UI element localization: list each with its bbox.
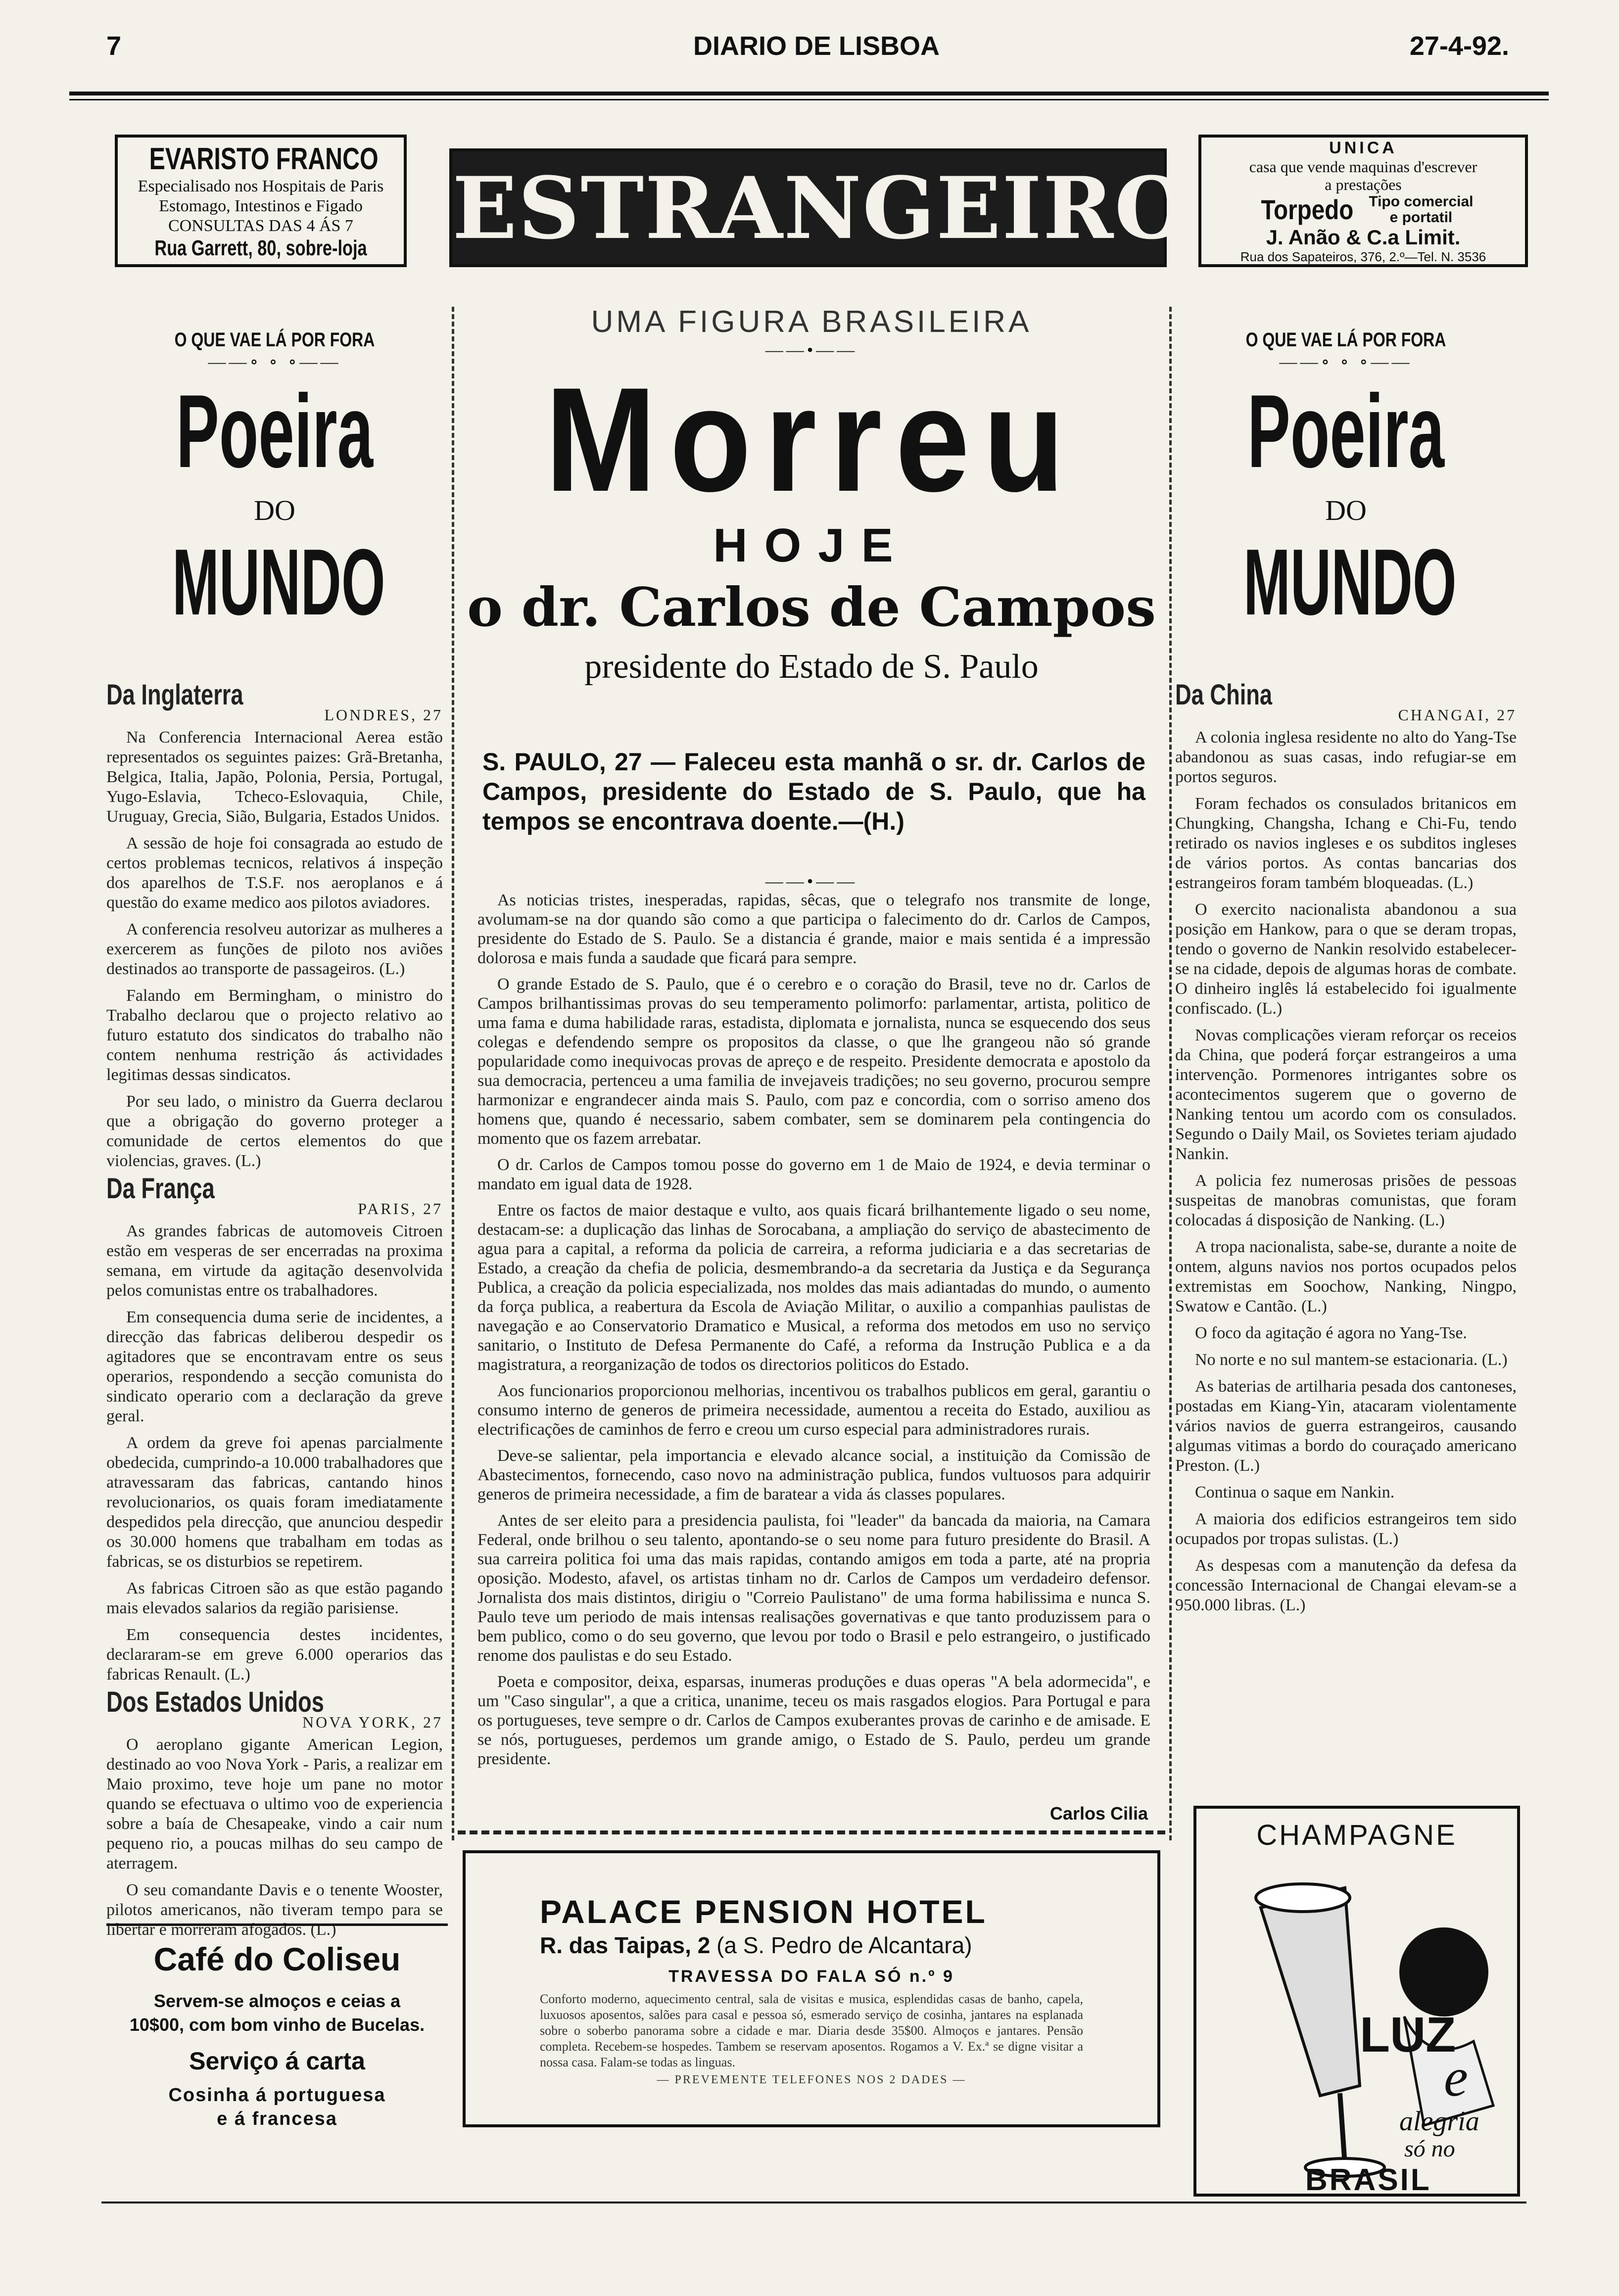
left-sec-france-p2: Em consequencia duma serie de incidentes, a direcção das fabricas deliberou despedir os agitadores que se encontravam entre os seus operarios, respondendo a secção comunista do sindicato operario com a declaração da greve geral. xyxy=(106,1308,443,1425)
ad-unica-company: J. Anão & C.a Limit. xyxy=(1266,226,1461,249)
center-title-sub: presidente do Estado de S. Paulo xyxy=(584,648,1039,686)
center-title-name: o dr. Carlos de Campos xyxy=(467,576,1156,639)
center-title-morreu: Morreu xyxy=(545,356,1078,522)
left-articles xyxy=(106,679,443,1947)
ad-champagne-word2: LUZ xyxy=(1360,2007,1456,2062)
center-ornament: ——•—— xyxy=(765,340,858,360)
ad-evaristo-line2: Estomago, Intestinos e Figado xyxy=(159,197,363,215)
center-p3: O dr. Carlos de Campos tomou posse do governo em 1 de Maio de 1924, e devia terminar o mandato em igual data de 1928. xyxy=(477,1156,1150,1193)
ad-cafe-line4: Cosinha á portuguesa xyxy=(168,2085,386,2106)
right-p9: As baterias de artilharia pesada dos cantoneses, postadas em Kiang-Yin, atacaram violentamente vários navios de guerra estrangeiros, causando algumas vitimas a bordo do couraçado americano Preston. (L.) xyxy=(1175,1377,1517,1475)
left-sec-usa-p2: O seu comandante Davis e o tenente Wooster, pilotos americanos, não tiveram tempo para se libertar e morreram afogados. (L.) xyxy=(106,1881,443,1939)
ad-palace-address: R. das Taipas, 2 xyxy=(540,1932,711,1958)
center-kicker: UMA FIGURA BRASILEIRA xyxy=(591,305,1032,339)
right-p8: No norte e no sul mantem-se estacionaria. (L.) xyxy=(1195,1351,1508,1369)
left-sec-england-p1: Na Conferencia Internacional Aerea estão representados os seguintes paizes: Grã-Bretanha, Belgica, Italia, Japão, Polonia, Persia, Portugal, Yugo-Eslavia, Tcheco-Eslovaquia, Chile, Uruguay, Grecia, Sião, Bulgaria, Estados Unidos. xyxy=(106,728,443,826)
right-sec-china-dateline: CHANGAI, 27 xyxy=(1398,706,1517,724)
ad-unica-note1: Tipo comercial xyxy=(1369,193,1474,210)
center-p7: Antes de ser eleito para a presidencia paulista, foi "leader" da bancada da maioria, na Camara Federal, onde brilhou o seu talento, apontando-se o seu nome para futuro presidente do Brasil. A sua carreira politica foi uma das mais rapidas, contando amigos em toda a parte, até na propria oposição. Modesto, afavel, os artistas tinham no dr. Carlos de Campos um verdadeiro defensor. Jornalista dos mais distintos, dirigiu o "Correio Paulistano" de uma forma habilissima e nunca S. Paulo teve um periodo de mais intensas realisações governativas e que tanto produzissem para o bem publico, como o do seu governo, que levou por todo o Brasil e pelo estrangeiro, o justificado renome dos paulistas e do seu Estado. xyxy=(477,1511,1150,1665)
ad-evaristo-franco xyxy=(115,135,407,267)
right-ornament: ——∘ ∘ ∘—— xyxy=(1279,352,1413,372)
left-sec-england-p3: A conferencia resolveu autorizar as mulheres a exercerem as funções de piloto nos aviões destinados ao transporte de passageiros. (L.) xyxy=(106,920,443,978)
section-banner xyxy=(449,148,1190,267)
ad-unica-brand: Torpedo xyxy=(1261,194,1354,225)
left-sec-france-p4: As fabricas Citroen são as que estão pagando mais elevados salarios da região parisiense. xyxy=(106,1579,443,1617)
right-p7: O foco da agitação é agora no Yang-Tse. xyxy=(1195,1324,1467,1342)
ad-unica-note2: e portatil xyxy=(1389,209,1453,226)
center-bottom-divider xyxy=(458,1830,1165,1834)
left-title-poeira: Poeira xyxy=(176,373,374,489)
center-article-body xyxy=(477,890,1150,1776)
column-divider-left xyxy=(452,307,454,1840)
ad-unica-line2: a prestações xyxy=(1325,176,1402,193)
left-sec-usa-head: Dos Estados Unidos xyxy=(106,1686,324,1718)
right-p3: O exercito nacionalista abandonou a sua posição em Hankow, para o que se deram tropas, tendo o governo de Nankin resolvido estabelecer-se na cidade, depois de algumas horas de combate. O dinheiro inglês lá estabelecido foi igualmente confiscado. (L.) xyxy=(1175,900,1517,1018)
center-p1: As noticias tristes, inesperadas, rapidas, sêcas, que o telegrafo nos transmite de longe, avolumam-se na dor quando são como a que participa o falecimento do dr. Carlos de Campos, presidente do Estado de S. Paulo. Se a distancia é grande, maior e mais sentida é a impressão dolorosa e mais funda a saudade que ficará para sempre. xyxy=(477,891,1150,967)
center-title-hoje: HOJE xyxy=(713,519,910,572)
right-p12: As despesas com a manutenção da defesa da concessão Internacional de Changai elevam-se a 950.000 libras. (L.) xyxy=(1175,1556,1517,1614)
ad-cafe-line5: e á francesa xyxy=(217,2109,337,2129)
ad-palace-body: Conforto moderno, aquecimento central, sala de visitas e musica, esplendidas casas de banho, capela, luxuosos aposentos, salões para casal e pessoa só, esmerado serviço de cosinha, jantares na esplanada sobre o soberbo panorama sobre a cidade e mar. Diaria desde 35$00. Almoços e jantares. Pensão completa. Recebem-se hospedes. Tambem se reservam aposentos. Rogamos a V. Ex.ª se digne visitar a nossa casa. Falam-se todas as linguas. xyxy=(540,1992,1083,2069)
right-p6: A tropa nacionalista, sabe-se, durante a noite de ontem, alguns navios nos portos ocupados pelos extremistas em Soochow, Nanking, Ningpo, Swatow e Cantão. (L.) xyxy=(1175,1238,1517,1315)
ad-palace-travessa: TRAVESSA DO FALA SÓ n.º 9 xyxy=(668,1967,954,1986)
ad-champagne-word1: CHAMPAGNE xyxy=(1256,1819,1457,1851)
center-p6: Deve-se salientar, pela importancia e elevado alcance social, a instituição da Comissão de Abastecimentos, fornecendo, caso novo na administração publica, fundos vultuosos para adquirir generos de primeira necessidade, a fim de baratear a vida ás classes populares. xyxy=(477,1447,1150,1503)
newspaper-name: DIARIO DE LISBOA xyxy=(693,31,940,61)
ad-evaristo-name: EVARISTO FRANCO xyxy=(149,142,379,176)
left-kicker: O QUE VAE LÁ POR FORA xyxy=(174,329,375,351)
left-sec-france-dateline: PARIS, 27 xyxy=(358,1200,443,1218)
ad-evaristo-line1: Especialisado nos Hospitais de Paris xyxy=(138,177,384,195)
left-sec-usa-dateline: NOVA YORK, 27 xyxy=(302,1713,443,1731)
ad-unica-title: UNICA xyxy=(1329,139,1397,157)
left-sec-england-p2: A sessão de hoje foi consagrada ao estudo de certos problemas tecnicos, relativos á inspeção dos aparelhos de T.S.F. nos aeroplanos e á questão do exame medico aos pilotos aviadores. xyxy=(106,834,443,912)
ad-palace-address-rest: (a S. Pedro de Alcantara) xyxy=(716,1932,972,1958)
left-sec-france-p3: A ordem da greve foi apenas parcialmente obedecida, cumprindo-a 10.000 trabalhadores que atravessaram das fabricas, cantando hinos revolucionarios, os quais foram imediatamente despedidos pela direcção, que anunciou despedir os 30.000 homens que trabalham em todas as fabricas, se os disturbios se repetirem. xyxy=(106,1434,443,1571)
right-column-head xyxy=(1175,329,1517,634)
left-sec-england-head: Da Inglaterra xyxy=(106,679,243,711)
right-sec-china-head: Da China xyxy=(1175,679,1273,711)
center-p8: Poeta e compositor, deixa, esparsas, inumeras produções e duas operas "A bela adormecida", e um "Caso singular", a que a critica, unanime, teceu os mais rasgados elogios. Para Portugal e para os portugueses, teve sempre o dr. Carlos de Campos exuberantes provas de carinho e de amisade. E se nós, portugueses, perdemos um grande amigo, o Estado de S. Paulo, perdeu um grande presidente. xyxy=(477,1673,1150,1768)
section-banner-title: ESTRANGEIRO xyxy=(452,158,1190,258)
ad-cafe-coliseu xyxy=(106,1923,448,2181)
ad-unica-line1: casa que vende maquinas d'escrever xyxy=(1249,158,1477,176)
center-p2: O grande Estado de S. Paulo, que é o cerebro e o coração do Brasil, teve no dr. Carlos de Campos brilhantissimas provas do seu temperamento polimorfo: parlamentar, artista, politico de uma fama e duma habilidade raras, estadista, diplomata e jornalista, nunca se esquecendo dos seus colegas e defendendo sempre os propositos da classe, o que lhe grangeou não só grande popularidade como inequivocas provas de apreço e de respeito. Presidente democrata e apostolo da sua democracia, pertenceu a uma familia de invejaveis tradições; no seu governo, procurou sempre harmonizar e engrandecer ainda mais S. Paulo, com paz e concordia, com o sorriso ameno dos homens que, quando é necessario, sabem combater, sem se dominarem pela contingencia do momento que os fazem arrebatar. xyxy=(477,975,1150,1148)
left-title-mundo: MUNDO xyxy=(172,530,385,635)
center-head xyxy=(458,304,1165,692)
right-p10: Continua o saque em Nankin. xyxy=(1195,1483,1395,1501)
ad-cafe-line2: 10$00, com bom vinho de Bucelas. xyxy=(129,2015,425,2035)
right-title-mundo: MUNDO xyxy=(1243,530,1457,635)
right-title-poeira: Poeira xyxy=(1247,373,1445,489)
ad-unica xyxy=(1198,135,1528,267)
ad-cafe-line1: Servem-se almoços e ceias a xyxy=(153,1991,401,2011)
left-ornament: ——∘ ∘ ∘—— xyxy=(208,352,341,372)
ad-champagne-word5: só no xyxy=(1404,2136,1455,2162)
center-lede: S. PAULO, 27 — Faleceu esta manhã o sr. dr. Carlos de Campos, presidente do Estado de S. Paulo, que ha tempos se encontrava doente.—(H.) xyxy=(482,748,1145,835)
ad-champagne xyxy=(1193,1806,1520,2197)
left-sec-france-head: Da França xyxy=(106,1172,215,1205)
ad-cafe-line3: Serviço á carta xyxy=(189,2047,365,2075)
column-divider-right xyxy=(1169,307,1172,1840)
left-sec-england-dateline: LONDRES, 27 xyxy=(324,706,443,724)
right-p1: A colonia inglesa residente no alto do Yang-Tse abandonou as suas casas, indo refugiar-se em portos seguros. xyxy=(1175,728,1517,786)
right-p4: Novas complicações vieram reforçar os receios da China, que poderá forçar estrangeiros a uma intervenção. Pormenores intrigantes sobre os acontecimentos sugerem que o governo de Nanking tentou um acordo com os consulados. Segundo o Daily Mail, os Sovietes teriam ajudado Nankin. xyxy=(1175,1026,1517,1163)
center-p5: Aos funcionarios proporcionou melhorias, incentivou os trabalhos publicos em geral, garantiu o consumo interno de generos de primeira necessidade, aumentou a receita do Estado, auxiliou as electrificações de caminhos de ferro e creou um curso especial para administradores rurais. xyxy=(477,1382,1150,1439)
header-rule xyxy=(69,92,1549,95)
right-articles xyxy=(1175,679,1517,1622)
right-p11: A maioria dos edificios estrangeiros tem sido ocupados por tropas sulistas. (L.) xyxy=(1175,1510,1517,1548)
ad-cafe-title: Café do Coliseu xyxy=(153,1941,401,1977)
center-p4: Entre os factos de maior destaque e vulto, aos quais ficará brilhantemente ligado o seu nome, destacam-se: a duplicação das linhas de Sorocabana, a ampliação do serviço de abastecimento de agua para a capital, a reforma da policia de carreira, a reforma judiciaria e a das secretarias de Estado, a creação da chefia de policia, desmembrando-a da secretaria da Justiça e da Segurança Publica, a creação da policia especializada, nos moldes das mais adiantadas do mundo, o aumento da força publica, a reabertura da Escola de Aviação Militar, o auxilio a companhias paulistas de navegação e ao Conservatorio Dramatico e Musical, a reforma dos metodos em uso no serviço sanitario, o Instituto de Defesa Permanente do Café, a reforma da Instrução Publica e a da magistratura, a reorganização de todos os directorios politicos do Estado. xyxy=(477,1201,1150,1374)
left-sec-france-p5: Em consequencia destes incidentes, declararam-se em greve 6.000 operarios das fabricas Renault. (L.) xyxy=(106,1626,443,1684)
center-signature: Carlos Cilia xyxy=(1049,1803,1148,1824)
center-ornament-2: ——•—— xyxy=(765,871,858,891)
issue-date: 27-4-92. xyxy=(1409,31,1509,61)
header-rule-thin xyxy=(69,99,1549,100)
ad-evaristo-address: Rua Garrett, 80, sobre-loja xyxy=(154,236,367,260)
left-sec-usa-p1: O aeroplano gigante American Legion, destinado ao voo Nova York - Paris, a realizar em Maio proximo, teve hoje um pane no motor quando se efectuava o ultimo voo de experiencia sobre a baía de Chesapeake, vindo a cair num pequeno rio, a poucas milhas do seu campo de aterragem. xyxy=(106,1735,443,1873)
ad-champagne-word3: e xyxy=(1444,2047,1468,2108)
left-sec-england-p4: Falando em Bermingham, o ministro do Trabalho declarou que o projecto relativo ao futuro estatuto dos sindicatos do trabalho não contem nenhuma restrição ás actividades legitimas dessas sindicatos. xyxy=(106,986,443,1084)
right-p5: A policia fez numerosas prisões de pessoas suspeitas de manobras comunistas, que foram colocadas á disposição de Nanking. (L.) xyxy=(1175,1171,1517,1229)
left-title-do: DO xyxy=(254,494,295,526)
ad-palace-pension xyxy=(463,1850,1160,2127)
page-number: 7 xyxy=(106,31,122,61)
ad-palace-title: PALACE PENSION HOTEL xyxy=(540,1893,987,1930)
left-sec-england-p5: Por seu lado, o ministro da Guerra declarou que a obrigação do governo proteger a comunidade de certos elementos do que violencias, graves. (L.) xyxy=(106,1092,443,1170)
ad-evaristo-line3: CONSULTAS DAS 4 ÁS 7 xyxy=(168,217,353,235)
ad-palace-footer: — PREVEMENTE TELEFONES NOS 2 DADES — xyxy=(657,2073,966,2086)
ad-champagne-word4: alegria xyxy=(1399,2106,1479,2137)
ad-champagne-word6: BRASIL xyxy=(1305,2163,1431,2197)
left-column-head xyxy=(104,329,445,634)
right-title-do: DO xyxy=(1325,494,1367,526)
right-kicker: O QUE VAE LÁ POR FORA xyxy=(1245,329,1446,351)
ad-unica-address: Rua dos Sapateiros, 376, 2.º—Tel. N. 3536 xyxy=(1240,249,1486,264)
page-bottom-rule xyxy=(101,2202,1526,2203)
right-p2: Foram fechados os consulados britanicos em Chungking, Changsha, Ichang e Chi-Fu, tendo retirado os navios ingleses e os subditos ingleses de vários portos. As contas bancarias dos estrangeiros foram também bloqueadas. (L.) xyxy=(1175,795,1517,892)
left-sec-france-p1: As grandes fabricas de automoveis Citroen estão em vesperas de ser encerradas na proxima semana, em virtude da agitação desenvolvida pelos comunistas entre os trabalhadores. xyxy=(106,1222,443,1300)
